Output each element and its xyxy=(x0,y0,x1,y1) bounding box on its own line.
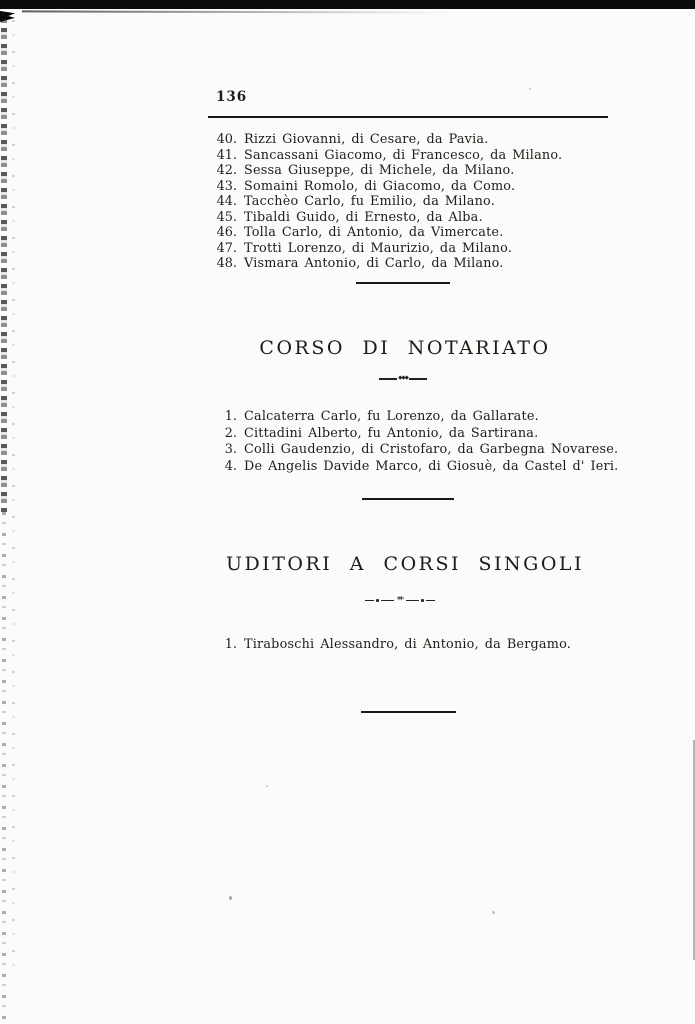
notariato-list xyxy=(214,409,618,475)
item-number: 43. xyxy=(216,178,237,194)
header-rule xyxy=(208,116,608,118)
scan-speck xyxy=(529,88,531,90)
item-number: 40. xyxy=(216,132,237,147)
section-title-uditori: UDITORI A CORSI SINGOLI xyxy=(225,553,585,575)
list-item xyxy=(214,426,618,443)
item-number: 47. xyxy=(216,240,237,256)
ornament-line xyxy=(365,600,374,602)
item-text: Somaini Romolo, di Giacomo, da Como. xyxy=(244,178,516,194)
item-number: 44. xyxy=(216,194,237,210)
ornament-core: ◆◆◆ xyxy=(398,375,408,382)
item-number: 1. xyxy=(224,637,237,652)
item-number: 2. xyxy=(224,425,237,441)
list-item xyxy=(214,225,562,241)
item-text: Cittadini Alberto, fu Antonio, da Sartirana. xyxy=(244,425,539,441)
scan-top-streak xyxy=(22,10,452,13)
list-item xyxy=(214,256,562,272)
ornament-line xyxy=(381,600,394,602)
ornament-line xyxy=(406,600,419,602)
item-number: 41. xyxy=(216,147,237,163)
ornament-core: ∗∗ xyxy=(395,594,402,604)
item-number: 3. xyxy=(224,442,237,458)
ornament-dot xyxy=(421,599,424,602)
item-text: Colli Gaudenzio, di Cristofaro, da Garbegna Novarese. xyxy=(244,442,619,458)
list-item xyxy=(214,442,618,459)
list-item xyxy=(214,241,562,257)
page-number: 136 xyxy=(216,89,248,105)
scan-speck xyxy=(492,911,495,914)
item-text: De Angelis Davide Marco, di Giosuè, da Castel d' Ieri. xyxy=(244,458,619,474)
binding-speckles xyxy=(12,20,15,980)
item-text: Vismara Antonio, di Carlo, da Milano. xyxy=(244,256,504,272)
item-number: 45. xyxy=(216,209,237,225)
list-item xyxy=(214,637,571,653)
section-divider xyxy=(356,282,450,284)
section-title-notariato: CORSO DI NOTARIATO xyxy=(259,337,551,359)
item-text: Rizzi Giovanni, di Cesare, da Pavia. xyxy=(244,132,489,147)
binding-shadow-lower xyxy=(2,512,6,1024)
item-number: 1. xyxy=(224,409,237,424)
scan-speck xyxy=(229,896,232,900)
list-item xyxy=(214,132,562,148)
closing-divider xyxy=(361,711,456,713)
item-text: Trotti Lorenzo, di Maurizio, da Milano. xyxy=(244,240,513,256)
item-number: 48. xyxy=(216,256,237,272)
list-item xyxy=(214,459,618,476)
ornament-dot xyxy=(376,599,379,602)
ornament-line xyxy=(379,378,397,380)
scan-speck xyxy=(266,785,268,787)
item-text: Sessa Giuseppe, di Michele, da Milano. xyxy=(244,163,515,179)
ornament-diamond-rule xyxy=(370,374,436,384)
list-item xyxy=(214,409,618,426)
list-item xyxy=(214,210,562,226)
section-divider xyxy=(362,498,454,500)
item-text: Tacchèo Carlo, fu Emilio, da Milano. xyxy=(244,194,495,210)
item-text: Tiraboschi Alessandro, di Antonio, da Bergamo. xyxy=(244,637,572,652)
item-text: Calcaterra Carlo, fu Lorenzo, da Gallarate. xyxy=(244,409,539,424)
item-text: Tibaldi Guido, di Ernesto, da Alba. xyxy=(244,209,483,225)
item-number: 42. xyxy=(216,163,237,179)
item-number: 4. xyxy=(224,458,237,474)
ornament-line xyxy=(426,600,435,602)
item-text: Sancassani Giacomo, di Francesco, da Milano. xyxy=(244,147,563,163)
ornament-asterisk-rule xyxy=(358,594,442,607)
item-number: 46. xyxy=(216,225,237,241)
binding-shadow-upper xyxy=(1,12,7,512)
uditori-list xyxy=(214,637,571,653)
list-item xyxy=(214,194,562,210)
list-item xyxy=(214,163,562,179)
item-text: Tolla Carlo, di Antonio, da Vimercate. xyxy=(244,225,504,241)
list-item xyxy=(214,179,562,195)
list-item xyxy=(214,148,562,164)
scan-top-edge xyxy=(0,0,695,9)
roster-list xyxy=(214,132,562,272)
ornament-line xyxy=(409,378,427,380)
